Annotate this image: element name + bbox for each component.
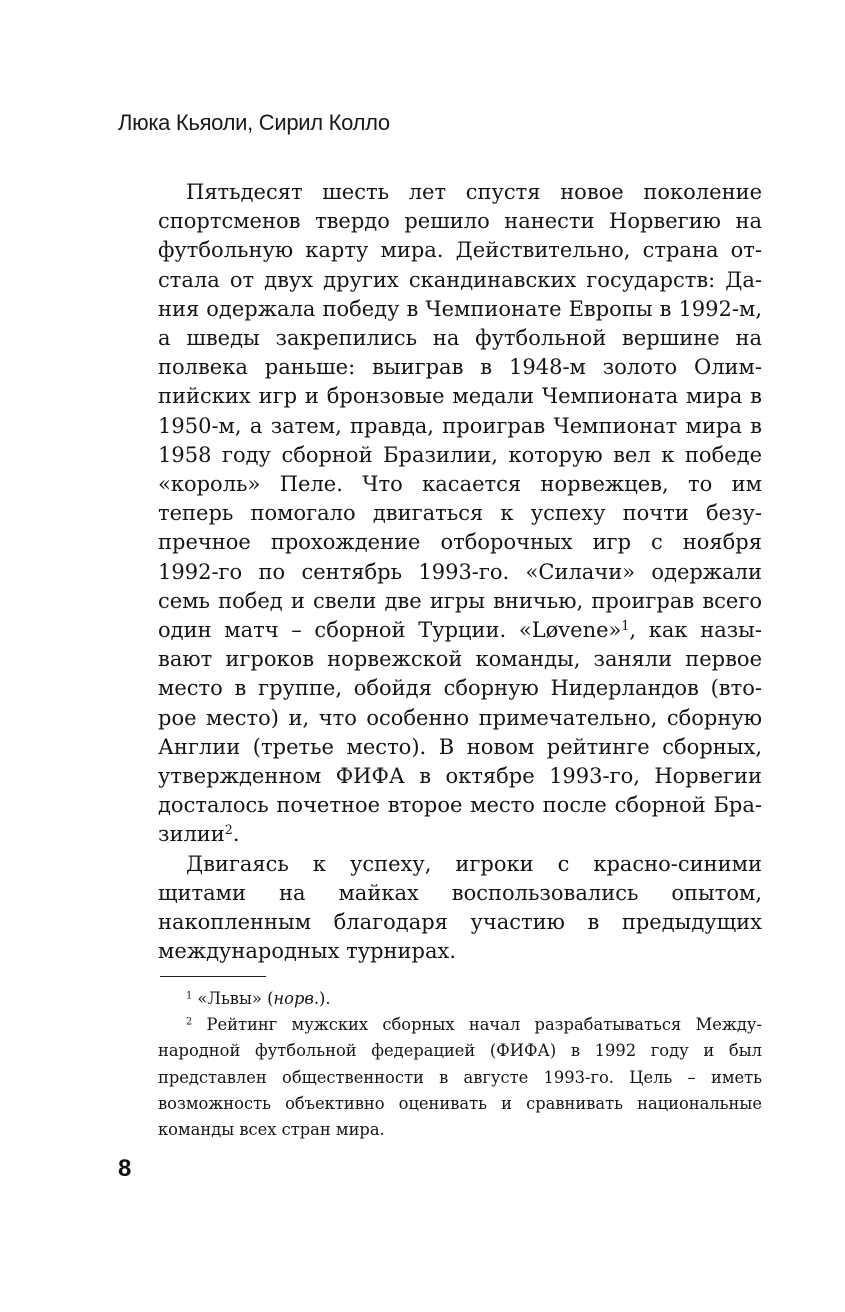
paragraph-1-part-b: , как называют игроков норвежской команды, заняли первое место в группе, обойдя сборную Нидерландов (второе место) и, что особенно примечательно, сборную Англии (третье место). В новом рейтинге сборных, утвержденном ФИФА в октябре 1993-го, Норвегии досталось почетное второе место после сборной Бразилии	[158, 618, 762, 847]
footnote-divider	[160, 976, 266, 977]
main-text	[158, 178, 762, 966]
footnote-2-number: 2	[186, 1016, 193, 1028]
paragraph-1-part-a: Пятьдесят шесть лет спустя новое поколение спортсменов твердо решило нанести Норвегию на футбольную карту мира. Действительно, страна отстала от двух других скандинавских государств: Дания одержала победу в Чемпионате Европы в 1992-м, а шведы закрепились на футбольной вершине на полвека раньше: выиграв в 1948-м золото Олимпийских игр и бронзовые медали Чемпионата мира в 1950-м, а затем, правда, проиграв Чемпионат мира в 1958 году сборной Бразилии, которую вел к победе «король» Пеле. Что касается норвежцев, то им теперь помогало двигаться к успеху почти безупречное прохождение отборочных игр с ноября 1992-го по сентябрь 1993-го. «Силачи» одержали семь побед и свели две игры вничью, проиграв всего один матч – сборной Турции. «Løvene»	[158, 180, 762, 643]
footnote-1-number: 1	[186, 990, 193, 1002]
running-header: Люка Кьяоли, Сирил Колло	[118, 110, 390, 135]
footnotes	[158, 986, 762, 1143]
footnote-ref-1: 1	[621, 618, 630, 634]
footnote-2	[158, 1012, 762, 1143]
footnote-1-text-a: «Львы» (	[192, 989, 274, 1008]
footnote-1-italic: норв.	[273, 989, 320, 1008]
paragraph-1-part-c: .	[232, 822, 240, 847]
paragraph-2: Двигаясь к успеху, игроки с красно-синими щитами на майках воспользовались опытом, накопленным благодаря участию в предыдущих международных турнирах.	[158, 851, 762, 964]
footnote-ref-2: 2	[224, 822, 233, 838]
paragraph-1	[158, 178, 762, 850]
footnote-1-text-b: ).	[319, 989, 331, 1008]
footnote-2-text: Рейтинг мужских сборных начал разрабатываться Международной футбольной федерацией (ФИФА) в 1992 году и был представлен общественности в августе 1993-го. Цель – иметь возможность объективно оценивать и сравнивать национальные команды всех стран мира.	[158, 1015, 762, 1140]
footnote-1	[158, 986, 762, 1012]
page-number: 8	[118, 1155, 132, 1182]
